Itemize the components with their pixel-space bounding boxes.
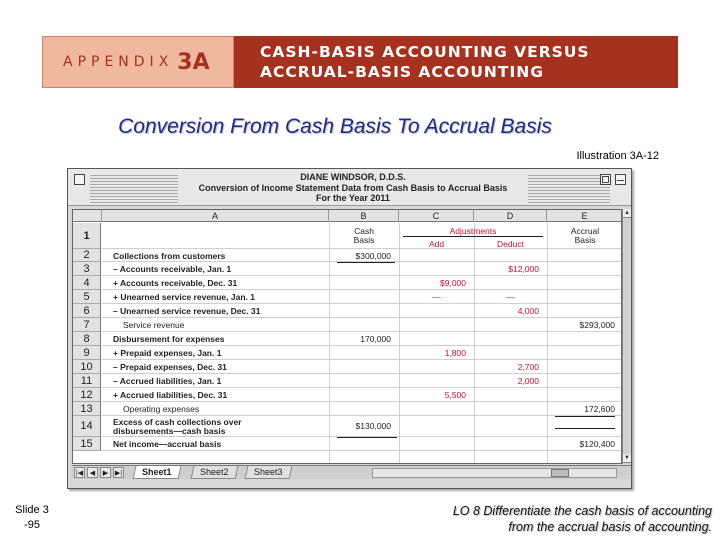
- learning-objective: [453, 503, 712, 535]
- horizontal-scrollbar[interactable]: [372, 468, 617, 478]
- sheet-tab-bar: [72, 465, 631, 479]
- cell-description[interactable]: Excess of cash collections over: [113, 417, 242, 427]
- column-header-c[interactable]: C: [399, 210, 474, 222]
- cell-value-b[interactable]: $130,000: [355, 421, 391, 431]
- cell-description[interactable]: – Unearned service revenue, Dec. 31: [113, 306, 261, 316]
- cell-description[interactable]: + Accounts receivable, Dec. 31: [113, 278, 238, 288]
- cell-value-e[interactable]: $293,000: [579, 320, 615, 330]
- cell-value-d[interactable]: $12,000: [508, 264, 539, 274]
- row-header[interactable]: 4: [73, 276, 101, 290]
- scroll-down-icon[interactable]: ▼: [624, 455, 630, 461]
- row-header[interactable]: 1: [73, 223, 101, 249]
- row-header[interactable]: 12: [73, 388, 101, 402]
- cell-value-d[interactable]: 4,000: [517, 306, 539, 316]
- spreadsheet-window: [67, 168, 632, 489]
- select-all-corner[interactable]: [73, 210, 102, 222]
- row-header[interactable]: 7: [73, 318, 101, 332]
- tab-sheet2[interactable]: [191, 466, 238, 479]
- cell-value-d[interactable]: 2,000: [517, 376, 539, 386]
- learning-objective-line2: from the accrual basis of accounting.: [508, 520, 712, 534]
- cell-value-c[interactable]: $9,000: [440, 278, 466, 288]
- tab-sheet3[interactable]: [245, 466, 292, 479]
- slide-number: [12, 503, 52, 533]
- header-accrual-basis-1: Accrual: [570, 226, 600, 236]
- vertical-scrollbar[interactable]: [622, 209, 631, 464]
- column-header-d[interactable]: D: [474, 210, 547, 222]
- header-add: Add: [428, 239, 445, 249]
- tab-sheet3-label: Sheet3: [254, 467, 283, 477]
- zoom-icon[interactable]: [600, 174, 611, 185]
- window-title-line3: For the Year 2011: [316, 193, 390, 203]
- column-header-b[interactable]: B: [329, 210, 399, 222]
- window-titlebar[interactable]: [68, 169, 631, 206]
- first-sheet-icon[interactable]: |◀: [74, 467, 85, 478]
- cell-value-d[interactable]: —: [506, 292, 515, 302]
- cell-description[interactable]: + Accrued liabilities, Dec. 31: [113, 390, 228, 400]
- cell-description[interactable]: – Prepaid expenses, Dec. 31: [113, 362, 227, 372]
- horizontal-scroll-thumb[interactable]: [551, 469, 569, 477]
- header-accrual-basis-2: Basis: [574, 235, 596, 245]
- cell-description[interactable]: Service revenue: [123, 320, 185, 330]
- cell-value-e[interactable]: $120,400: [579, 439, 615, 449]
- cell-description-line2: disbursements—cash basis: [113, 426, 226, 436]
- appendix-banner: [42, 36, 678, 88]
- cell-description[interactable]: Disbursement for expenses: [113, 334, 225, 344]
- row-header[interactable]: 13: [73, 402, 101, 416]
- cell-description[interactable]: + Unearned service revenue, Jan. 1: [113, 292, 255, 302]
- cell-description[interactable]: + Prepaid expenses, Jan. 1: [113, 348, 222, 358]
- slide-number-line1: Slide 3: [15, 504, 49, 516]
- row-header[interactable]: 11: [73, 374, 101, 388]
- tab-sheet1[interactable]: [133, 466, 181, 479]
- row-header[interactable]: 15: [73, 437, 101, 451]
- column-header-a[interactable]: A: [102, 210, 329, 222]
- tab-sheet1-label: Sheet1: [142, 467, 172, 477]
- cell-description[interactable]: – Accrued liabilities, Jan. 1: [113, 376, 222, 386]
- appendix-title-box: [234, 36, 678, 88]
- column-header-e[interactable]: E: [547, 210, 622, 222]
- row-header[interactable]: 6: [73, 304, 101, 318]
- cell-value-b[interactable]: $300,000: [355, 251, 391, 261]
- collapse-icon[interactable]: [615, 174, 626, 185]
- cell-description[interactable]: Operating expenses: [123, 404, 200, 414]
- cell-value-c[interactable]: 1,800: [444, 348, 466, 358]
- appendix-label: APPENDIX: [63, 54, 174, 70]
- next-sheet-icon[interactable]: ▶: [100, 467, 111, 478]
- cell-value-c[interactable]: 5,500: [444, 390, 466, 400]
- cell-description[interactable]: Net income—accrual basis: [113, 439, 222, 449]
- scroll-up-icon[interactable]: ▲: [624, 210, 630, 216]
- appendix-number: 3A: [177, 49, 210, 75]
- row-header[interactable]: 8: [73, 332, 101, 346]
- illustration-label: Illustration 3A-12: [576, 150, 659, 162]
- cell-value-d[interactable]: 2,700: [517, 362, 539, 372]
- row-header[interactable]: 14: [73, 416, 101, 437]
- last-sheet-icon[interactable]: ▶|: [113, 467, 124, 478]
- row-header[interactable]: 3: [73, 262, 101, 276]
- cell-value-e[interactable]: 172,600: [584, 404, 615, 414]
- slide-title: Conversion From Cash Basis To Accrual Basis: [118, 115, 552, 138]
- window-title: [178, 172, 528, 204]
- cell-value-c[interactable]: —: [432, 292, 441, 302]
- cell-description[interactable]: – Accounts receivable, Jan. 1: [113, 264, 232, 274]
- window-title-line1: DIANE WINDSOR, D.D.S.: [300, 172, 406, 182]
- row-header[interactable]: 9: [73, 346, 101, 360]
- prev-sheet-icon[interactable]: ◀: [87, 467, 98, 478]
- learning-objective-line1: LO 8 Differentiate the cash basis of accounting: [452, 504, 712, 518]
- header-cash-basis-2: Basis: [353, 235, 375, 245]
- header-deduct: Deduct: [497, 239, 524, 249]
- close-icon[interactable]: [74, 174, 85, 185]
- row-header[interactable]: 5: [73, 290, 101, 304]
- column-header-row: [73, 210, 622, 222]
- header-cash-basis-1: Cash: [354, 226, 374, 236]
- appendix-label-box: [42, 36, 234, 88]
- slide-number-line2: -95: [24, 519, 40, 531]
- cell-description[interactable]: Collections from customers: [113, 251, 226, 261]
- row-header[interactable]: 2: [73, 249, 101, 262]
- spreadsheet-grid[interactable]: [72, 209, 622, 464]
- tab-sheet2-label: Sheet2: [200, 467, 229, 477]
- row-header[interactable]: 10: [73, 360, 101, 374]
- appendix-title-line2: ACCRUAL-BASIS ACCOUNTING: [260, 63, 544, 81]
- header-adjustments: Adjustments: [449, 226, 497, 236]
- window-title-line2: Conversion of Income Statement Data from Cash Basis to Accrual Basis: [198, 182, 508, 193]
- cell-value-b[interactable]: 170,000: [360, 334, 391, 344]
- appendix-title-line1: CASH-BASIS ACCOUNTING VERSUS: [260, 43, 590, 61]
